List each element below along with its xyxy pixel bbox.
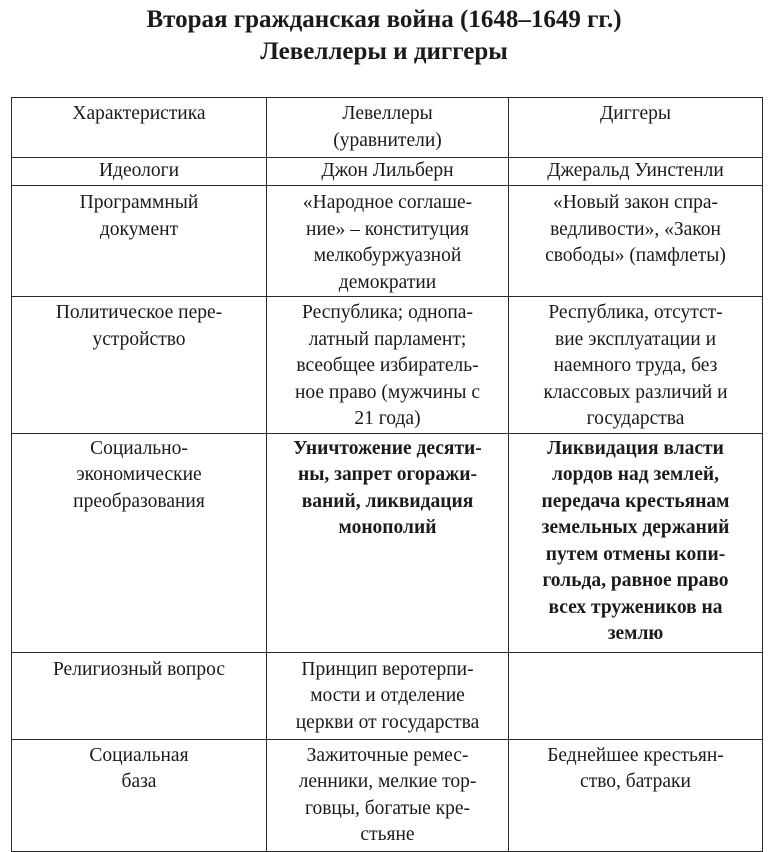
table-row — [12, 186, 763, 297]
cell-line: наемного труда, без — [553, 355, 718, 376]
cell-line: документ — [99, 218, 179, 240]
page-title — [0, 4, 768, 68]
cell-line: мелкобуржуазной — [313, 245, 462, 266]
cell-line: всех тружеников на — [548, 596, 723, 618]
cell-line: гольда, равное право — [542, 570, 729, 591]
cell-line: Политическое пере- — [55, 302, 223, 323]
cell-line: Республика; однопа- — [302, 302, 473, 323]
cell-line: «Новый закон спра- — [552, 192, 719, 213]
cell-line: Программный — [79, 192, 199, 213]
levellers-cell — [267, 158, 509, 186]
cell-line: лордов над землей, — [551, 464, 720, 485]
cell-line: Левеллеры — [342, 103, 433, 124]
cell-line: землю — [607, 623, 664, 644]
cell-line: Идеологи — [98, 160, 180, 181]
row-label-program-document — [12, 186, 267, 297]
table-row — [12, 739, 763, 851]
cell-line: передача крестьянам — [541, 490, 730, 512]
levellers-cell — [267, 433, 509, 652]
cell-line: ство, батраки — [580, 771, 691, 792]
row-label-religious-question — [12, 652, 267, 739]
cell-line: устройство — [92, 328, 186, 350]
cell-line: стьяне — [360, 824, 415, 845]
cell-line: вие эксплуатации и — [554, 328, 717, 350]
cell-line: латный парламент; — [308, 328, 467, 350]
cell-line: база — [121, 771, 157, 792]
cell-line: демократии — [338, 271, 437, 293]
cell-line: говцы, богатые кре- — [304, 797, 471, 819]
cell-line: ны, запрет огоражи- — [297, 464, 478, 485]
cell-line: всеобщее избиратель- — [296, 355, 479, 376]
cell-line: Диггеры — [600, 103, 671, 124]
cell-line: земельных держаний — [541, 517, 730, 538]
cell-line: классовых различий и — [543, 381, 728, 403]
diggers-cell — [509, 297, 763, 434]
cell-line: государства — [586, 408, 685, 429]
diggers-cell — [509, 158, 763, 186]
row-label-ideologists — [12, 158, 267, 186]
levellers-cell — [267, 297, 509, 434]
cell-line: ние» – конституция — [306, 218, 469, 240]
row-label-political-structure — [12, 297, 267, 434]
levellers-cell — [267, 186, 509, 297]
cell-line: путем отмены копи- — [545, 543, 726, 565]
cell-line: Религиозный вопрос — [52, 658, 226, 680]
cell-line: мости и отделение — [310, 685, 465, 706]
table-row — [12, 652, 763, 739]
cell-line: Социально- — [90, 437, 188, 459]
cell-line: Принцип веротерпи- — [301, 658, 474, 680]
cell-line: (уравнители) — [333, 129, 442, 151]
cell-line: Характеристика — [72, 103, 206, 124]
cell-line: экономические — [76, 464, 202, 485]
cell-line: Беднейшее крестьян- — [547, 744, 724, 766]
cell-line: «Народное соглаше- — [302, 192, 473, 213]
title-line-1: Вторая гражданская война (1648–1649 гг.) — [146, 6, 622, 33]
levellers-cell — [267, 739, 509, 851]
cell-line: Джон Лильберн — [321, 160, 454, 181]
cell-line: Джеральд Уинстенли — [547, 160, 724, 181]
cell-line: Уничтожение десяти- — [293, 437, 482, 459]
row-label-social-base — [12, 739, 267, 851]
title-line-2: Левеллеры и диггеры — [260, 38, 508, 65]
cell-line: преобразования — [73, 490, 205, 512]
diggers-cell — [509, 186, 763, 297]
table-row — [12, 433, 763, 652]
cell-line: Социальная — [89, 744, 189, 766]
cell-line: ное право (мужчины с — [294, 381, 481, 403]
comparison-table — [11, 97, 763, 852]
cell-line: Зажиточные ремес- — [306, 744, 469, 766]
cell-line: ваний, ликвидация — [301, 490, 474, 512]
header-levellers — [267, 98, 509, 158]
table-row — [12, 297, 763, 434]
levellers-cell — [267, 652, 509, 739]
table-row — [12, 158, 763, 186]
cell-line: церкви от государства — [295, 711, 480, 733]
diggers-cell — [509, 739, 763, 851]
header-characteristic — [12, 98, 267, 158]
cell-line: 21 года) — [354, 408, 421, 429]
diggers-cell — [509, 433, 763, 652]
cell-line: ленники, мелкие тор- — [298, 771, 477, 792]
cell-line: Республика, отсутст- — [548, 302, 723, 323]
row-label-socioeconomic — [12, 433, 267, 652]
cell-line: Ликвидация власти — [547, 437, 724, 459]
diggers-cell-empty — [509, 652, 763, 739]
cell-line: монополий — [338, 517, 437, 538]
table-header-row — [12, 98, 763, 158]
header-diggers — [509, 98, 763, 158]
cell-line: свободы» (памфлеты) — [545, 245, 726, 266]
cell-line: ведливости», «Закон — [550, 218, 721, 240]
